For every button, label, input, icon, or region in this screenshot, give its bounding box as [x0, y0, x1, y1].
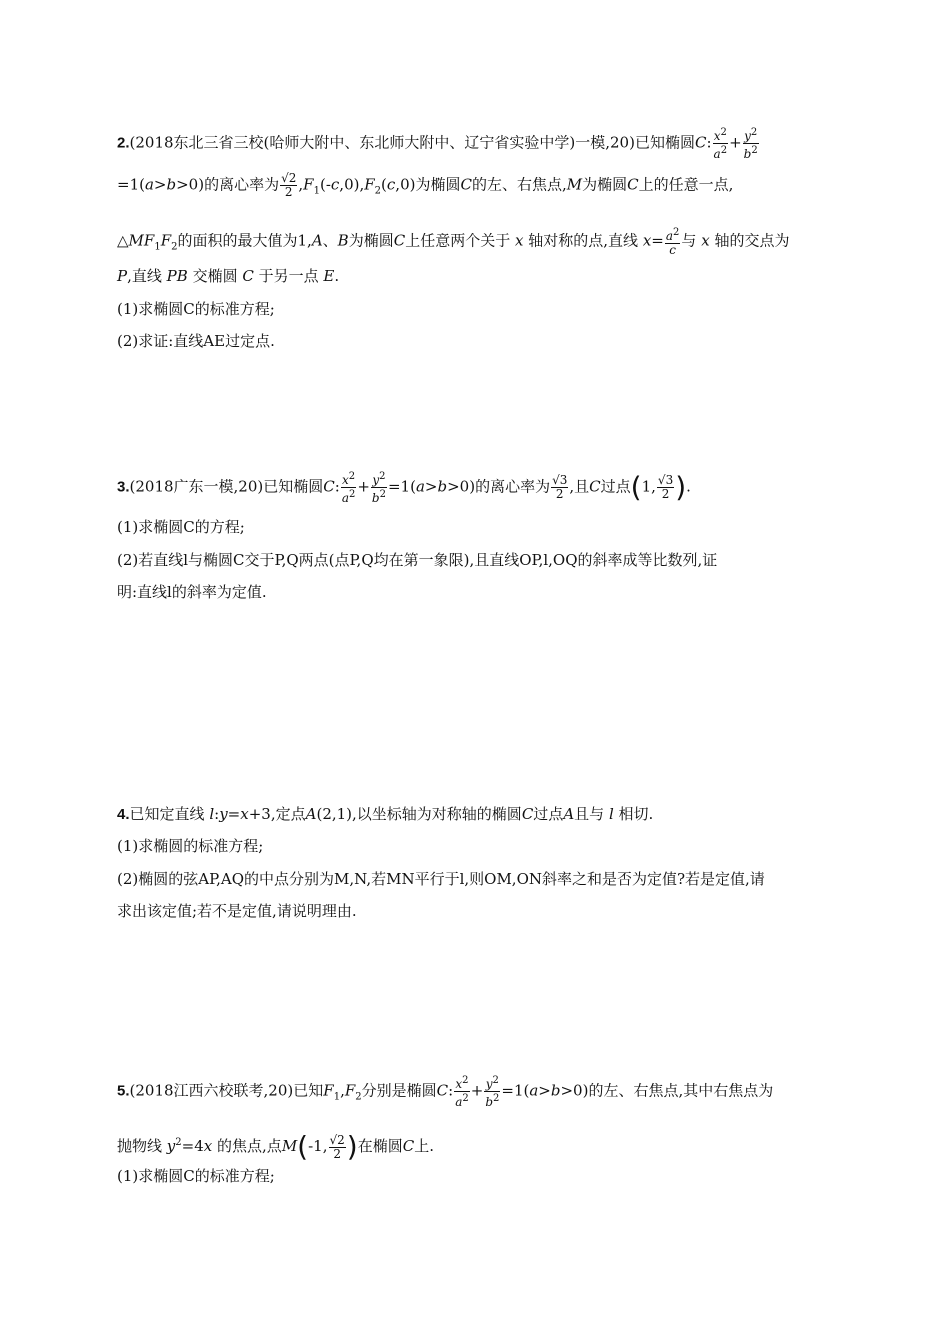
p2-frac-x2a2: $\frac{x^2}{a^2}$	[713, 127, 728, 161]
p4-line1: 4.已知定直线 l:y=x+3,定点A(2,1),以坐标轴为对称轴的椭圆C过点A且与 l 相切.	[117, 805, 654, 823]
p2-number: 2.	[117, 134, 130, 152]
p3-line1: 3.(2018广东一模,20)已知椭圆C: $\frac{x^2}{a^2}$ + $\frac{y^2}{b^2}$ =1(a>b>0)的离心率为 $\frac{√3}{2}$ ,且C过点(1, $\frac{√3}{2}$ ).	[117, 470, 691, 505]
p2-frac-a2c: $\frac{a^2}{c}$	[665, 227, 680, 257]
p2-part2: (2)求证:直线AE过定点.	[117, 332, 275, 350]
p3-source: (2018广东一模,20)	[129, 477, 264, 496]
p5-line1: 5.(2018江西六校联考,20)已知$F_1,F_2$分别是椭圆C: $\frac{x^2}{a^2}$ + $\frac{y^2}{b^2}$ =1(a>b>0)的左、右焦点,其中右焦点为	[117, 1075, 774, 1109]
p2-line2: =1(a>b>0)的离心率为 $\frac{√2}{2}$ $,F_1(-c,0),F_2(c,0)$为椭圆C的左、右焦点,M为椭圆C上的任意一点,	[117, 171, 734, 199]
p3-number: 3.	[117, 478, 130, 496]
p3-part2-cont: 明:直线l的斜率为定值.	[117, 583, 267, 601]
p2-part1: (1)求椭圆C的标准方程;	[117, 300, 275, 318]
p2-line1: 2.(2018东北三省三校(哈师大附中、东北师大附中、辽宁省实验中学)一模,20)已知椭圆C: $\frac{x^2}{a^2}$ + $\frac{y^2}{b^2}$	[117, 127, 758, 161]
p2-line3: $\triangle MF_1F_2$的面积的最大值为1,A、B为椭圆C上任意两个关于 x 轴对称的点,直线 x= $\frac{a^2}{c}$ 与 x 轴的交点为	[117, 227, 790, 257]
p3-frac-sqrt3-2: $\frac{√3}{2}$	[552, 473, 568, 501]
p5-source: (2018江西六校联考,20)	[129, 1081, 294, 1100]
p2-line4: P,直线 PB 交椭圆 C 于另一点 E.	[117, 267, 340, 285]
p3-part2: (2)若直线l与椭圆C交于P,Q两点(点P,Q均在第一象限),且直线OP,l,OQ的斜率成等比数列,证	[117, 551, 718, 569]
p4-part2: (2)椭圆的弦AP,AQ的中点分别为M,N,若MN平行于l,则OM,ON斜率之和是否为定值?若是定值,请	[117, 870, 765, 888]
p4-part2-cont: 求出该定值;若不是定值,请说明理由.	[117, 902, 357, 920]
p2-frac-sqrt2-2: $\frac{√2}{2}$	[281, 171, 297, 199]
p5-part1: (1)求椭圆C的标准方程;	[117, 1167, 275, 1185]
p4-number: 4.	[117, 806, 130, 823]
p5-number: 5.	[117, 1082, 130, 1100]
p3-part1: (1)求椭圆C的方程;	[117, 518, 245, 536]
p2-frac-y2b2: $\frac{y^2}{b^2}$	[743, 127, 758, 161]
p2-source: (2018东北三省三校(哈师大附中、东北师大附中、辽宁省实验中学)一模,20)	[129, 133, 635, 152]
p4-part1: (1)求椭圆的标准方程;	[117, 837, 264, 855]
p5-line2: 抛物线 $y^2=4x$ 的焦点,点M(-1, $\frac{√2}{2}$ )在椭圆C上.	[117, 1130, 435, 1163]
